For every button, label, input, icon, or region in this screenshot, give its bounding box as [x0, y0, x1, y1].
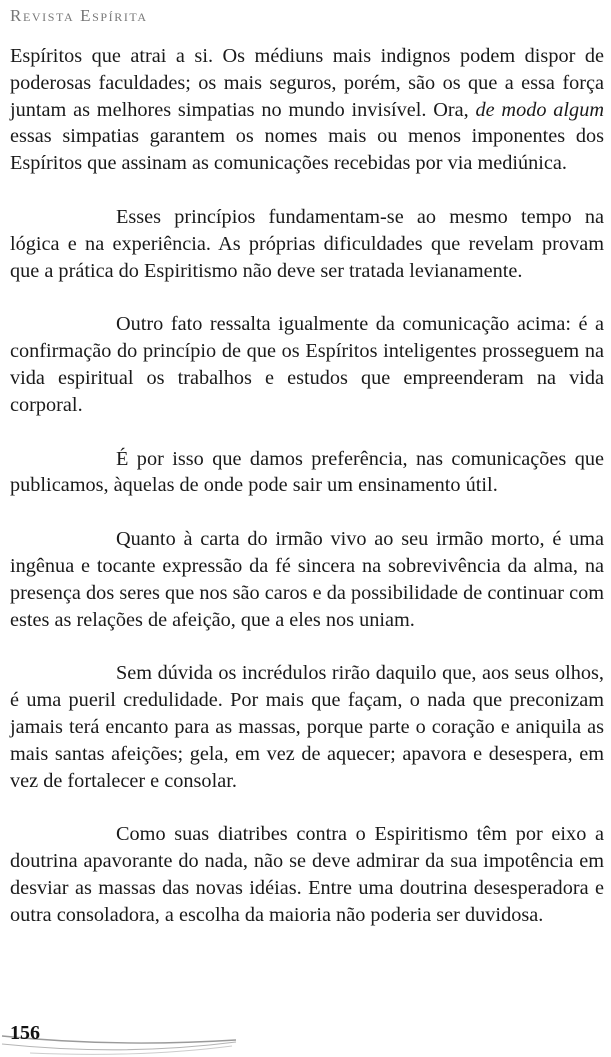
page-number: 156 [10, 1022, 40, 1044]
paragraph-1-part-b: essas simpatias garantem os nomes mais ou menos imponentes dos Espíritos que assinam as comunicações recebidas por via mediúnica. [10, 125, 604, 175]
body-text [10, 43, 604, 956]
paragraph-5: Quanto à carta do irmão vivo ao seu irmão morto, é uma ingênua e tocante expressão da fé sincera na sobrevivência da alma, na presença dos seres que nos são caros e da possibilidade de continuar com estes as relações de afeição, que a eles nos uniam. [10, 528, 604, 631]
paragraph-2: Esses princípios fundamentam-se ao mesmo tempo na lógica e na experiência. As próprias dificuldades que revelam provam que a prática do Espiritismo não deve ser tratada levianamente. [10, 205, 604, 282]
paragraph-3: Outro fato ressalta igualmente da comunicação acima: é a confirmação do princípio de que os Espíritos inteligentes prosseguem na vida espiritual os trabalhos e estudos que empreenderam na vida corporal. [10, 313, 604, 416]
paragraph-1 [10, 43, 604, 177]
running-head: Revista Espírita [10, 6, 148, 25]
paragraph-1-italic: de modo algum [475, 98, 604, 121]
paragraph-7: Como suas diatribes contra o Espiritismo têm por eixo a doutrina apavorante do nada, não se deve admirar da sua impotência em desviar as massas das novas idéias. Entre uma doutrina desesperadora e outra consoladora, a escolha da maioria não poderia ser duvidosa. [10, 823, 604, 926]
paragraph-1-part-a: Espíritos que atrai a si. Os médiuns mais indignos podem dispor de poderosas faculdades; os mais seguros, porém, são os que a essa força juntam as melhores simpatias no mundo invisível. Ora, [10, 45, 604, 121]
swoosh-stroke-3 [30, 1046, 232, 1054]
paragraph-4: É por isso que damos preferência, nas comunicações que publicamos, àquelas de onde pode sair um ensinamento útil. [10, 447, 604, 497]
paragraph-6: Sem dúvida os incrédulos rirão daquilo que, aos seus olhos, é uma pueril credulidade. Por mais que façam, o nada que preconizam jamais terá encanto para as massas, porque parte o coração e aniquila as mais santas afeições; gela, em vez de aquecer; apavora e desespera, em vez de fortalecer e consolar. [10, 662, 604, 792]
